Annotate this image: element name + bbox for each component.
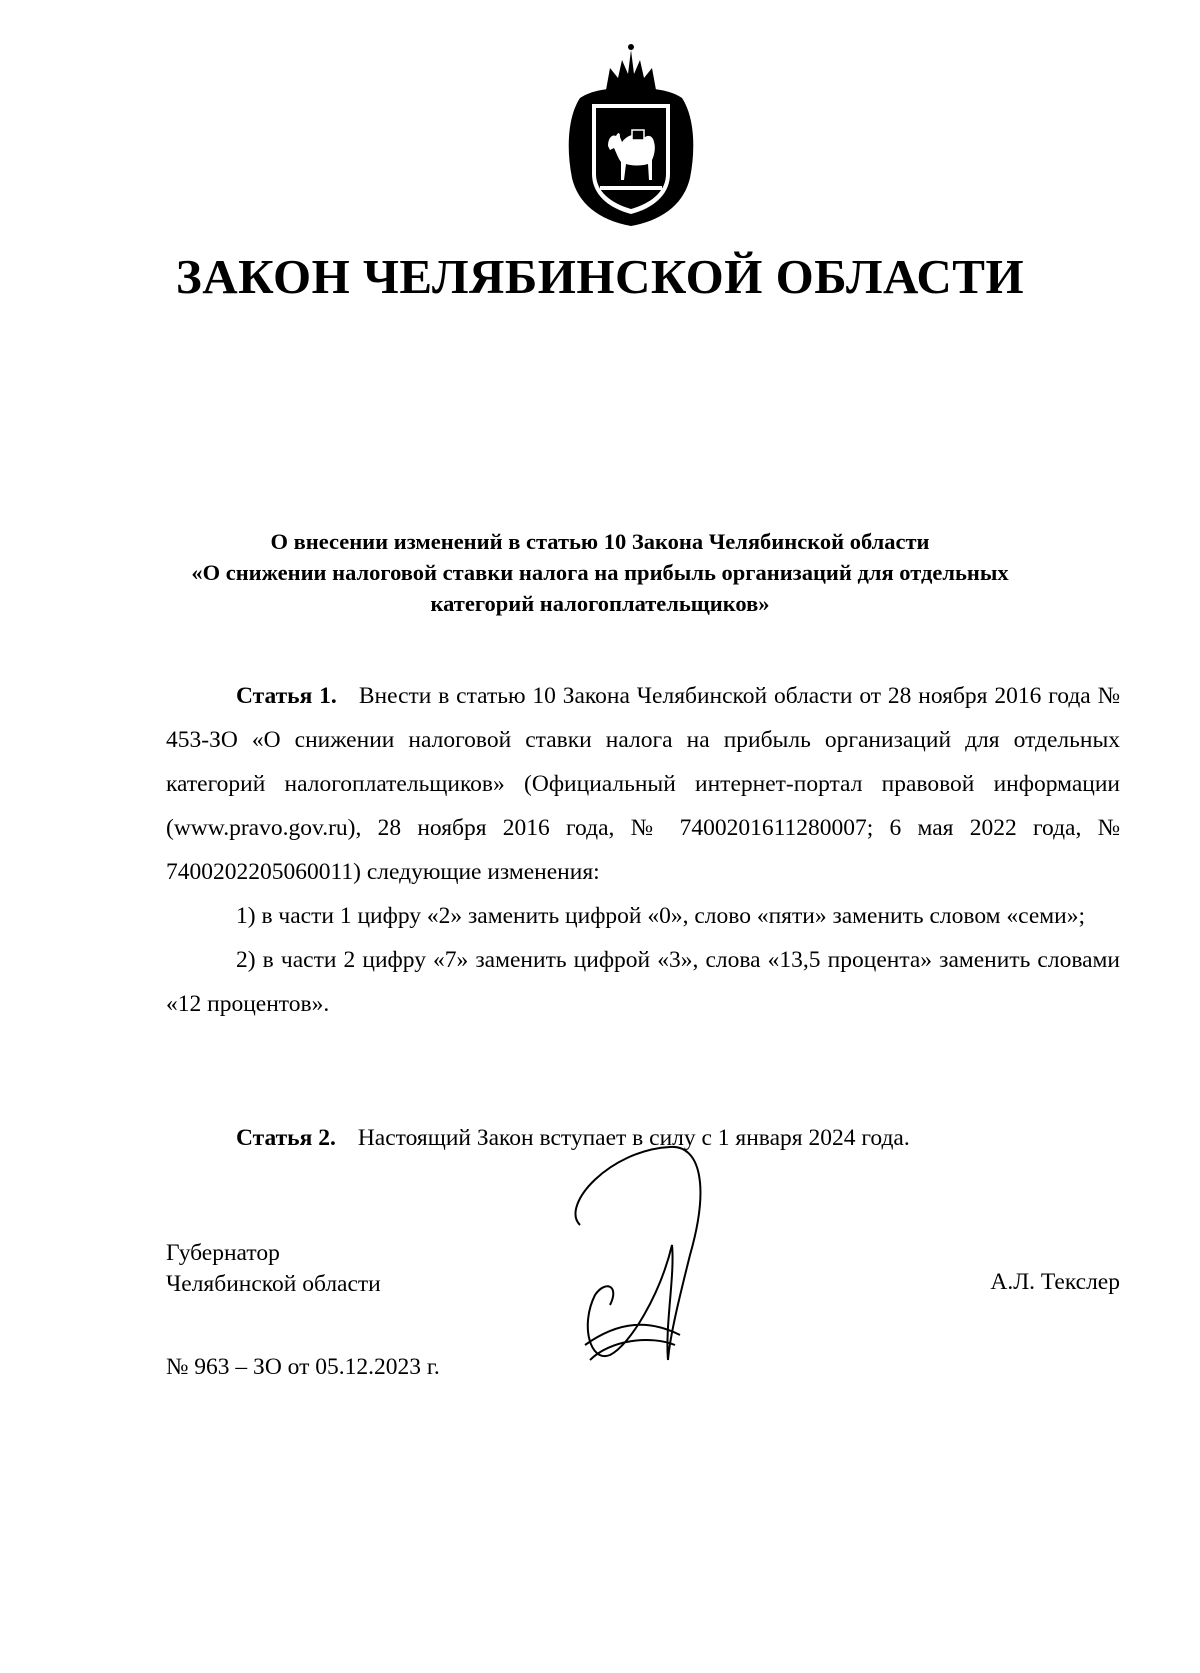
article-2-text: Настоящий Закон вступает в силу с 1 января 2024 года. xyxy=(357,1125,910,1151)
law-subtitle xyxy=(100,526,1100,619)
article-1-intro xyxy=(166,674,1120,894)
handwritten-signature-icon xyxy=(550,1145,730,1375)
signer-position xyxy=(166,1238,381,1300)
chelyabinsk-coat-of-arms-icon xyxy=(558,38,704,228)
article-1 xyxy=(166,674,1120,1026)
article-2-label: Статья 2. xyxy=(236,1125,336,1151)
signer-region: Челябинской области xyxy=(166,1271,381,1297)
law-title: ЗАКОН ЧЕЛЯБИНСКОЙ ОБЛАСТИ xyxy=(175,249,1025,304)
law-number-date: № 963 – ЗО от 05.12.2023 г. xyxy=(166,1354,440,1380)
subtitle-line: категорий налогоплательщиков» xyxy=(430,591,770,616)
article-1-label: Статья 1. xyxy=(236,683,337,709)
article-1-text: Внести в статью 10 Закона Челябинской области от 28 ноября 2016 года № 453-ЗО «О снижении налоговой ставки налога на прибыль организаций для отдельных категорий налогоплательщиков» (Официальный интернет-портал правовой информации (www.pravo.gov.ru), 28 ноября 2016 года, № 7400201611280007; 6 мая 2022 года, № 7400202205060011) следующие изменения: xyxy=(166,683,1120,885)
signer-title: Губернатор xyxy=(166,1240,280,1266)
subtitle-line: «О снижении налоговой ставки налога на прибыль организаций для отдельных xyxy=(191,560,1009,585)
subtitle-line: О внесении изменений в статью 10 Закона Челябинской области xyxy=(270,529,930,554)
signer-name: А.Л. Текслер xyxy=(990,1269,1120,1295)
article-1-item-2: 2) в части 2 цифру «7» заменить цифрой «3», слова «13,5 процента» заменить словами «12 процентов». xyxy=(166,947,1120,1017)
article-1-item-1: 1) в части 1 цифру «2» заменить цифрой «0», слово «пяти» заменить словом «семи»; xyxy=(236,903,1085,929)
